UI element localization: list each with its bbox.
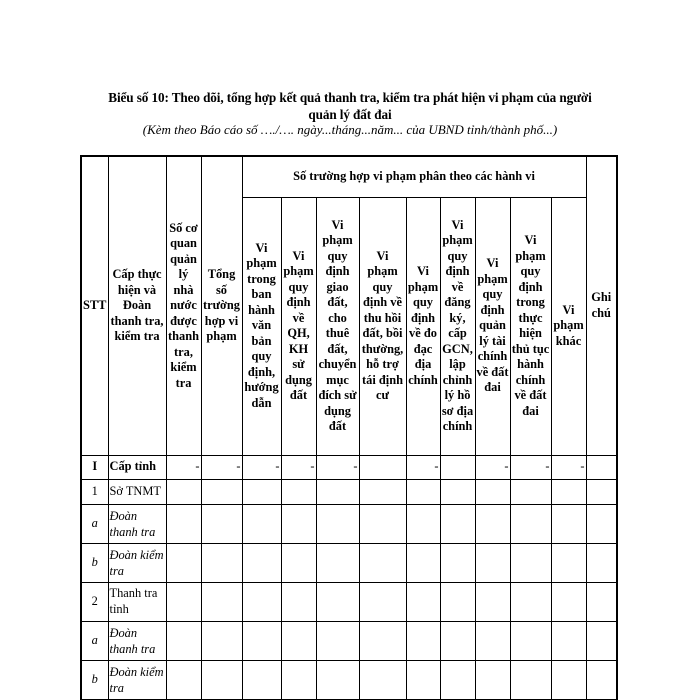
table-row-section <box>81 455 617 479</box>
cell-empty <box>586 455 617 479</box>
header-violation-9: Vi phạm khác <box>551 197 586 455</box>
header-agency-count: Số cơ quan quản lý nhà nước được thanh tra, kiểm tra <box>166 156 201 455</box>
header-unit: Cấp thực hiện và Đoàn thanh tra, kiểm tra <box>108 156 166 455</box>
cell-unit: Sở TNMT <box>108 479 166 504</box>
table-row <box>81 479 617 504</box>
header-violation-2: Vi phạm quy định về QH, KH sử dụng đất <box>281 197 316 455</box>
cell-unit: Cấp tỉnh <box>108 455 166 479</box>
cell-unit: Thanh tra tỉnh <box>108 582 166 621</box>
header-violation-6: Vi phạm quy định về đăng ký, cấp GCN, lập chỉnh lý hồ sơ địa chính <box>440 197 475 455</box>
table-row <box>81 543 617 582</box>
cell-dash: - <box>166 455 201 479</box>
cell-stt: I <box>81 455 108 479</box>
table-row <box>81 582 617 621</box>
table-row <box>81 621 617 660</box>
cell-empty <box>440 455 475 479</box>
cell-dash: - <box>316 455 359 479</box>
cell-stt: b <box>81 543 108 582</box>
cell-stt: 1 <box>81 479 108 504</box>
cell-stt: a <box>81 504 108 543</box>
cell-unit: Đoàn kiểm tra <box>108 543 166 582</box>
report-subtitle: (Kèm theo Báo cáo số …./…. ngày...tháng...năm... của UBND tỉnh/thành phố...) <box>142 122 558 137</box>
header-violation-4: Vi phạm quy định về thu hồi đất, bồi thường, hỗ trợ tái định cư <box>359 197 406 455</box>
cell-dash: - <box>242 455 281 479</box>
cell-dash: - <box>551 455 586 479</box>
cell-unit: Đoàn kiểm tra <box>108 660 166 699</box>
cell-stt: b <box>81 660 108 699</box>
cell-stt: 2 <box>81 582 108 621</box>
header-violation-5: Vi phạm quy định về đo đạc địa chính <box>406 197 440 455</box>
header-violation-group: Số trường hợp vi phạm phân theo các hành vi <box>242 156 586 197</box>
header-note: Ghi chú <box>586 156 617 455</box>
header-violation-7: Vi phạm quy định quản lý tài chính về đất đai <box>475 197 510 455</box>
cell-unit: Đoàn thanh tra <box>108 621 166 660</box>
header-violation-1: Vi phạm trong ban hành văn bản quy định, hướng dẫn <box>242 197 281 455</box>
cell-dash: - <box>406 455 440 479</box>
cell-stt: a <box>81 621 108 660</box>
header-stt: STT <box>81 156 108 455</box>
header-row-top <box>81 156 617 197</box>
cell-dash: - <box>475 455 510 479</box>
cell-dash: - <box>201 455 242 479</box>
header-total-cases: Tổng số trường hợp vi phạm <box>201 156 242 455</box>
violation-report-table <box>80 155 618 700</box>
cell-empty <box>359 455 406 479</box>
cell-dash: - <box>281 455 316 479</box>
table-row <box>81 504 617 543</box>
table-row <box>81 660 617 699</box>
title-line-1: Biểu số 10: Theo dõi, tổng hợp kết quả thanh tra, kiểm tra phát hiện vi phạm của người <box>108 90 592 105</box>
header-violation-8: Vi phạm quy định trong thực hiện thủ tục hành chính về đất đai <box>510 197 551 455</box>
report-title <box>80 89 620 123</box>
title-line-2: quản lý đất đai <box>308 107 392 122</box>
cell-unit: Đoàn thanh tra <box>108 504 166 543</box>
header-violation-3: Vi phạm quy định giao đất, cho thuê đất, chuyển mục đích sử dụng đất <box>316 197 359 455</box>
cell-dash: - <box>510 455 551 479</box>
